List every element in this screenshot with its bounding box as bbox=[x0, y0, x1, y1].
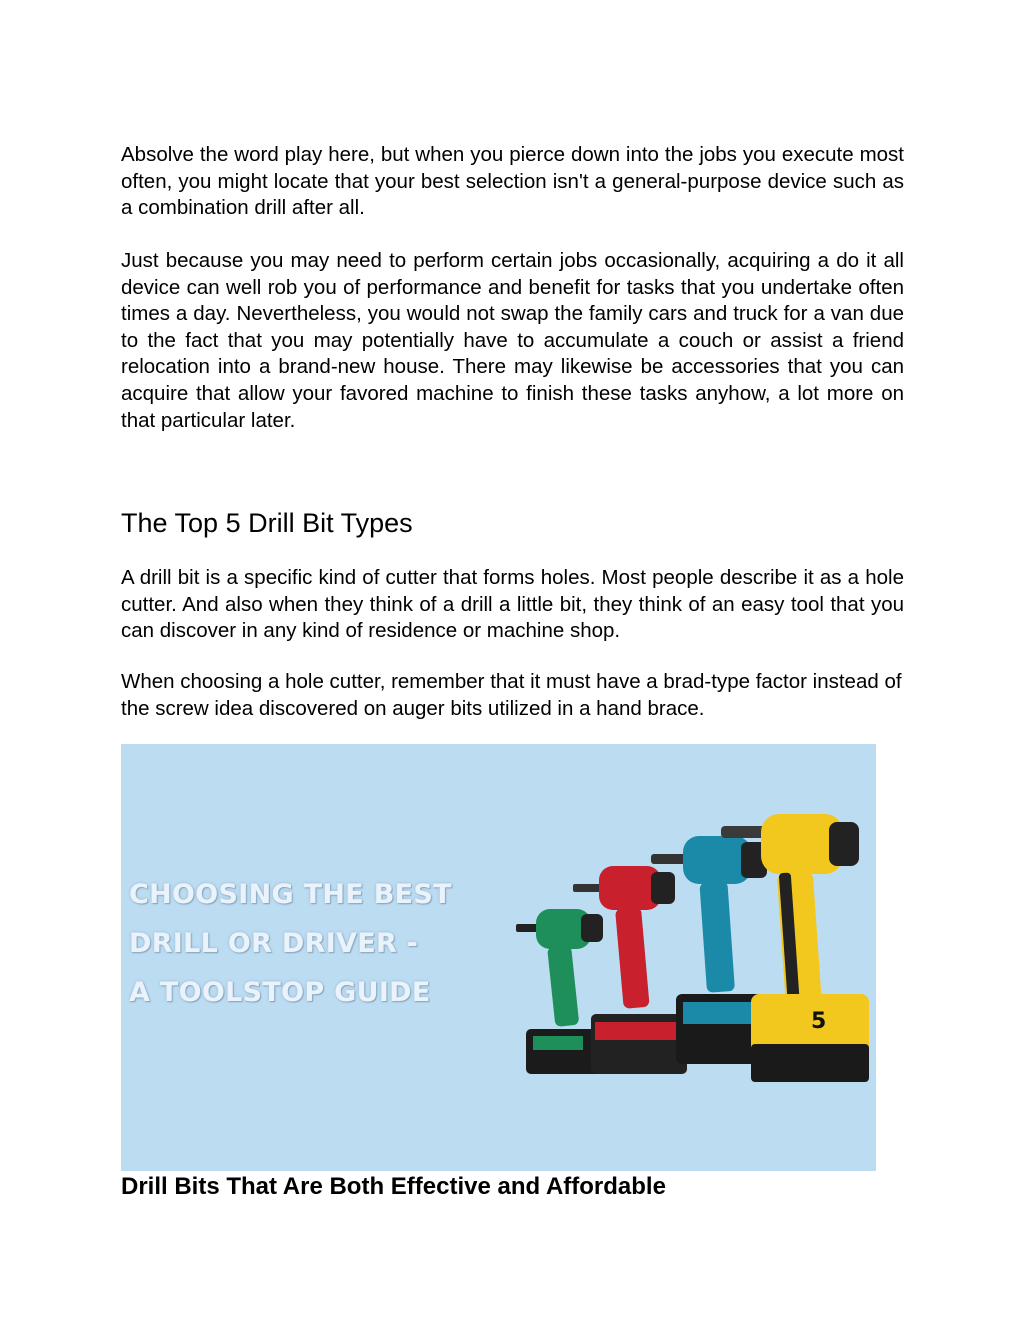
drills-illustration bbox=[511, 814, 876, 1144]
section-heading-drill-bit-types: The Top 5 Drill Bit Types bbox=[121, 508, 413, 538]
drill-guide-image bbox=[121, 744, 876, 1171]
image-caption-text bbox=[129, 870, 499, 1017]
battery-label: 5 bbox=[811, 1009, 827, 1034]
section-heading-effective-affordable: Drill Bits That Are Both Effective and Affordable bbox=[121, 1173, 666, 1200]
paragraph-drill-bit-definition: A drill bit is a specific kind of cutter that forms holes. Most people describe it as a hole cutter. And also when they think of a drill a little bit, they think of an easy tool that you can discover in any kind of residence or machine shop. bbox=[121, 566, 904, 643]
image-caption-line-1: CHOOSING THE BEST bbox=[129, 879, 452, 910]
paragraph-occasional-jobs: Just because you may need to perform certain jobs occasionally, acquiring a do it all device can well rob you of performance and benefit for tasks that you undertake often times a day. Nevertheless, you would not swap the family cars and truck for a van due to the fact that you may potentially have to accumulate a couch or assist a friend relocation into a brand-new house. There may likewise be accessories that you can acquire that allow your favored machine to finish these tasks anyhow, a lot more on that particular later. bbox=[121, 249, 904, 432]
paragraph-intro: Absolve the word play here, but when you pierce down into the jobs you execute most often, you might locate that your best selection isn't a general-purpose device such as a combination drill after all. bbox=[121, 143, 904, 220]
paragraph-hole-cutter-tip: When choosing a hole cutter, remember that it must have a brad-type factor instead of the screw idea discovered on auger bits utilized in a hand brace. bbox=[121, 670, 902, 720]
image-caption-line-2: DRILL OR DRIVER - bbox=[129, 928, 419, 959]
image-caption-line-3: A TOOLSTOP GUIDE bbox=[129, 977, 431, 1008]
